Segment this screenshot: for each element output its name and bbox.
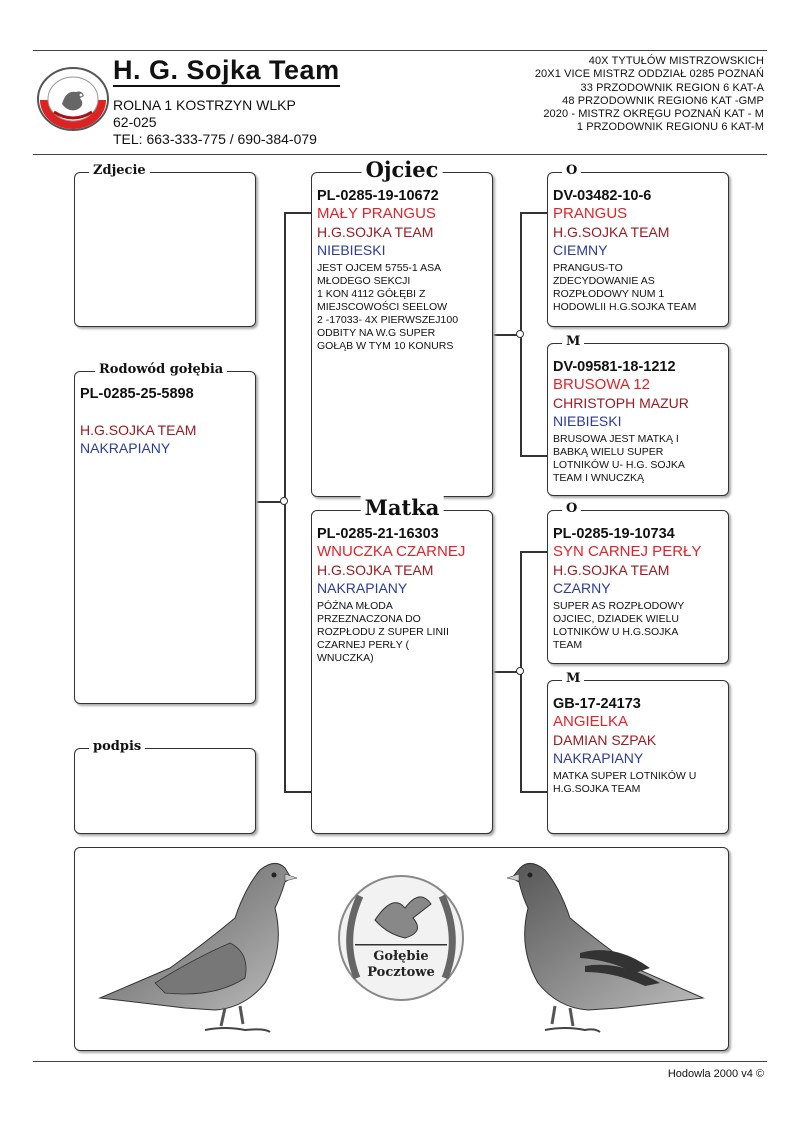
note-line: SUPER AS ROZPŁODOWY: [553, 600, 685, 612]
father-ring-number: PL-0285-19-10672: [317, 188, 439, 204]
grandparent-notes: [553, 262, 724, 314]
note-line: MIEJSCOWOŚCI SEELOW: [317, 301, 448, 313]
note-line: MŁODEGO SEKCJI: [317, 275, 411, 287]
mother-label: Matka: [361, 495, 444, 520]
note-line: 2 -17033- 4X PIERWSZEJ100: [317, 314, 459, 326]
connector: [520, 212, 547, 214]
grandparent-name: BRUSOWA 12: [553, 376, 650, 393]
note-line: HODOWLII H.G.SOJKA TEAM: [553, 301, 697, 313]
achievement: 40X TYTUŁÓW MISTRZOWSKICH: [588, 55, 764, 67]
connector: [284, 791, 311, 793]
father-box: [311, 157, 493, 497]
maternal-grandmother-box: [547, 671, 729, 834]
mother-notes: [317, 600, 488, 665]
note-line: ROZPŁODOWY NUM 1: [553, 288, 665, 300]
note-line: TEAM I WNUCZKĄ: [553, 472, 644, 484]
grandmother-label: M: [562, 334, 584, 349]
address-phone: TEL: 663-333-775 / 690-384-079: [113, 131, 317, 147]
note-line: H.G.SOJKA TEAM: [553, 783, 641, 795]
club-logo: [36, 66, 110, 132]
photo-box: [74, 163, 256, 327]
page-title: H. G. Sojka Team: [113, 55, 340, 85]
note-line: LOTNIKÓW U- H.G. SOJKA: [553, 459, 685, 471]
subject-pigeon-box: [74, 362, 256, 704]
note-line: ODBITY NA W.G SUPER: [317, 327, 436, 339]
subject-color: NAKRAPIANY: [80, 440, 171, 456]
father-notes: [317, 262, 488, 353]
subject-ring-number: PL-0285-25-5898: [80, 386, 194, 402]
connector: [284, 212, 311, 214]
achievement: 48 PRZODOWNIK REGION6 KAT -GMP: [562, 94, 764, 107]
signature-box: [74, 739, 256, 834]
grandparent-color: NAKRAPIANY: [553, 750, 644, 766]
connector-node: [516, 667, 524, 675]
grandparent-breeder: H.G.SOJKA TEAM: [553, 224, 670, 240]
note-line: LOTNIKÓW U H.G.SOJKA: [553, 626, 679, 638]
pigeon-banner: [74, 847, 729, 1051]
connector: [520, 551, 547, 553]
achievement: 20X1 VICE MISTRZ ODDZIAŁ 0285 POZNAŃ: [534, 68, 764, 81]
mother-breeder: H.G.SOJKA TEAM: [317, 562, 434, 578]
connector: [520, 455, 547, 457]
note-line: PRZEZNACZONA DO: [317, 613, 421, 625]
grandmother-label: M: [562, 671, 584, 686]
note-line: CZARNEJ PERŁY (: [317, 639, 409, 651]
grandparent-color: NIEBIESKI: [553, 413, 622, 429]
grandparent-notes: [553, 600, 724, 652]
footer-text: Hodowla 2000 v4 ©: [667, 1068, 764, 1080]
note-line: GOŁĄB W TYM 10 KONURS: [317, 340, 454, 352]
mother-name: WNUCZKA CZARNEJ: [317, 543, 466, 560]
connector-node: [280, 497, 288, 505]
footer-rule: [33, 1061, 767, 1062]
grandparent-breeder: DAMIAN SZPAK: [553, 732, 657, 748]
grandparent-color: CZARNY: [553, 580, 611, 596]
note-line: PÓŹNA MŁODA: [317, 600, 393, 612]
grandfather-label: O: [562, 501, 581, 516]
grandparent-ring-number: GB-17-24173: [553, 696, 641, 712]
maternal-grandfather-box: [547, 501, 729, 664]
grandparent-breeder: CHRISTOPH MAZUR: [553, 395, 689, 411]
banner-art: [75, 848, 728, 1050]
address-street: ROLNA 1 KOSTRZYN WLKP: [113, 97, 296, 113]
achievements-list: [535, 55, 764, 135]
breeder-address: [113, 97, 317, 148]
father-breeder: H.G.SOJKA TEAM: [317, 224, 434, 240]
grandparent-name: ANGIELKA: [553, 713, 629, 730]
grandparent-ring-number: PL-0285-19-10734: [553, 526, 675, 542]
grandparent-name: SYN CARNEJ PERŁY: [553, 543, 702, 560]
golebie-pocztowe-emblem: [339, 876, 463, 1000]
header-rule: [33, 154, 767, 155]
grandparent-name: PRANGUS: [553, 205, 628, 222]
father-color: NIEBIESKI: [317, 242, 386, 258]
pigeon-left-image: [100, 863, 297, 1032]
achievement: 33 PRZODOWNIK REGION 6 KAT-A: [580, 81, 764, 94]
note-line: TEAM: [553, 639, 583, 651]
note-line: 1 KON 4112 GÓŁĘBI Z: [317, 288, 426, 300]
note-line: WNUCZKA): [317, 652, 374, 664]
top-rule: [33, 50, 767, 51]
note-line: ROZPŁODU Z SUPER LINII: [317, 626, 449, 638]
note-line: BRUSOWA JEST MATKĄ I: [553, 433, 679, 445]
mother-box: [311, 495, 493, 834]
emblem-line2: Pocztowe: [367, 965, 435, 980]
mother-color: NAKRAPIANY: [317, 580, 408, 596]
father-name: MAŁY PRANGUS: [317, 205, 436, 222]
grandparent-color: CIEMNY: [553, 242, 608, 258]
achievement: 2020 - MISTRZ OKRĘGU POZNAŃ KAT - M: [543, 108, 764, 121]
signature-label: podpis: [89, 739, 145, 754]
connector: [520, 791, 547, 793]
photo-box-label: Zdjecie: [89, 163, 150, 178]
grandparent-notes: [553, 433, 724, 485]
father-label: Ojciec: [362, 157, 443, 182]
address-postcode: 62-025: [113, 114, 157, 130]
grandparent-notes: [553, 770, 724, 796]
emblem-line1: Gołębie: [373, 949, 429, 964]
paternal-grandfather-box: [547, 163, 729, 327]
grandparent-ring-number: DV-03482-10-6: [553, 188, 652, 204]
achievement: 1 PRZODOWNIK REGIONU 6 KAT-M: [576, 121, 764, 134]
note-line: OJCIEC, DZIADEK WIELU: [553, 613, 680, 625]
paternal-grandmother-box: [547, 334, 729, 496]
connector-node: [516, 330, 524, 338]
note-line: PRANGUS-TO: [553, 262, 623, 274]
note-line: MATKA SUPER LOTNIKÓW U: [553, 770, 697, 782]
note-line: BABKĄ WIELU SUPER: [553, 446, 664, 458]
note-line: ZDECYDOWANIE AS: [553, 275, 655, 287]
grandparent-ring-number: DV-09581-18-1212: [553, 359, 676, 375]
subject-breeder: H.G.SOJKA TEAM: [80, 422, 197, 438]
note-line: JEST OJCEM 5755-1 ASA: [317, 262, 442, 274]
mother-ring-number: PL-0285-21-16303: [317, 526, 439, 542]
grandparent-breeder: H.G.SOJKA TEAM: [553, 562, 670, 578]
subject-box-label: Rodowód gołębia: [95, 362, 227, 377]
pigeon-right-image: [507, 863, 703, 1032]
grandfather-label: O: [562, 163, 581, 178]
